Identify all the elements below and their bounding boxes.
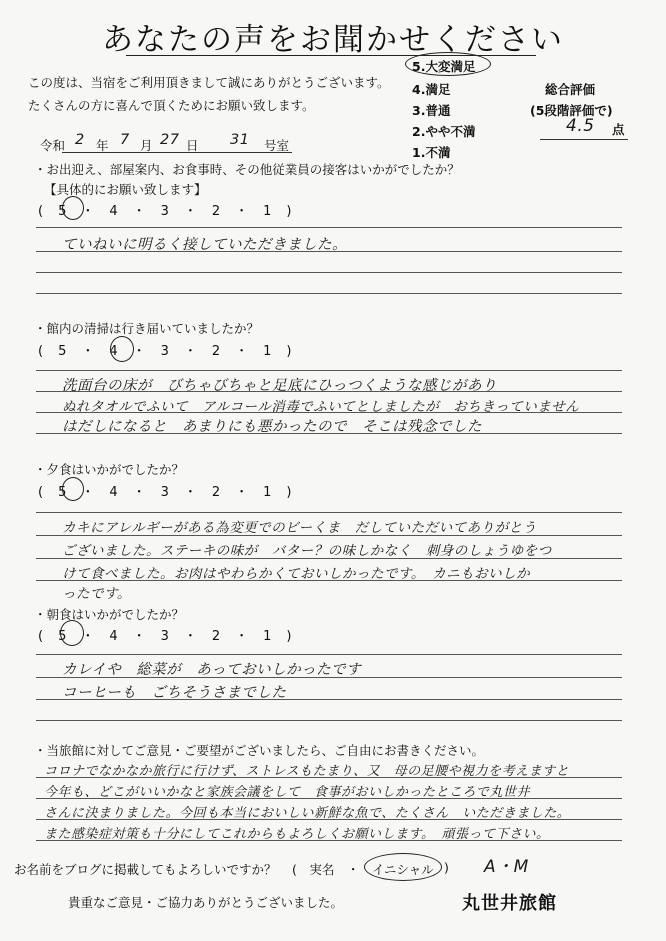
q2-rating-circle xyxy=(110,336,134,362)
overall-unit: 点 xyxy=(612,122,625,137)
q3-rule-3 xyxy=(36,558,622,559)
q1-rule-3 xyxy=(36,272,622,273)
q1-rule-4 xyxy=(36,293,622,294)
room-unit: 号室 xyxy=(264,138,290,153)
legend-item-1: 1.不満 xyxy=(412,145,451,160)
q3-answer-line-1: カキにアレルギーがある為変更でのビーくま だしていただいてありがとう xyxy=(62,520,537,536)
q1-detail-label: 【具体的にお願い致します】 xyxy=(44,182,207,197)
ryokan-name: 丸世井旅館 xyxy=(462,893,557,914)
q4-rating-circle xyxy=(60,620,84,646)
legend-item-3: 3.普通 xyxy=(412,103,451,118)
q3-rating-scale: ( 5 ・ 4 ・ 3 ・ 2 ・ 1 ) xyxy=(38,485,293,500)
q1-rule-2 xyxy=(36,251,622,252)
blog-options: ( 実名 ・ xyxy=(292,862,360,877)
q5-answer-line-4: また感染症対策も十分にしてこれからもよろしくお願いします。 頑張って下さい。 xyxy=(44,827,550,842)
date-day-unit: 日 xyxy=(186,138,199,153)
intro-line-2: たくさんの方に喜んで頂くためにお願い致します。 xyxy=(28,98,315,113)
q4-rule-1 xyxy=(36,654,622,655)
q2-rule-2 xyxy=(36,391,622,392)
overall-score: 4.5 xyxy=(566,116,595,136)
blog-selected-circle xyxy=(364,853,442,881)
q5-rule-1 xyxy=(36,777,622,778)
q1-question: ・お出迎え、部屋案内、お食事時、その他従業員の接客はいかがでしたか？ xyxy=(34,162,460,177)
q4-answer-line-2: コーヒーも ごちそうさまでした xyxy=(62,685,287,701)
q1-rule-1 xyxy=(36,227,622,228)
date-year: 2 xyxy=(75,132,85,148)
legend-item-5: 5.大変満足 xyxy=(412,59,476,74)
q3-rule-1 xyxy=(36,512,622,513)
q5-rule-2 xyxy=(36,798,622,799)
q4-rule-3 xyxy=(36,699,622,700)
legend-circle xyxy=(405,52,491,76)
q2-rating-scale: ( 5 ・ 4 ・ 3 ・ 2 ・ 1 ) xyxy=(38,344,293,359)
q2-answer-line-3: はだしになると あまりにも悪かったので そこは残念でした xyxy=(62,419,482,435)
date-month: 7 xyxy=(120,132,130,148)
q4-question: ・朝食はいかがでしたか？ xyxy=(34,607,185,622)
overall-label: 総合評価 xyxy=(545,82,596,97)
q3-rule-4 xyxy=(36,580,622,581)
q5-answer-line-2: 今年も、どこがいいかなと家族会議をして 食事がおいしかったところで丸世井 xyxy=(44,785,530,800)
q5-rule-3 xyxy=(36,819,622,820)
date-month-unit: 月 xyxy=(140,138,153,153)
date-year-unit: 年 xyxy=(96,138,109,153)
date-underline xyxy=(62,152,292,153)
q4-rating-scale: ( 5 ・ 4 ・ 3 ・ 2 ・ 1 ) xyxy=(38,629,293,644)
q2-rule-1 xyxy=(36,370,622,371)
q2-answer-line-2: ぬれタオルでふいて アルコール消毒でふいてとしましたが おちきっていません xyxy=(62,399,580,415)
q4-rule-4 xyxy=(36,720,622,721)
room-number: 31 xyxy=(230,132,250,148)
legend-item-4: 4.満足 xyxy=(412,82,451,97)
blog-question: お名前をブログに掲載してもよろしいですか？ xyxy=(14,862,277,877)
q4-rule-2 xyxy=(36,677,622,678)
overall-score-line xyxy=(540,139,628,140)
q3-rating-circle xyxy=(62,477,84,501)
q1-rating-scale: ( 5 ・ 4 ・ 3 ・ 2 ・ 1 ) xyxy=(38,204,293,219)
page-title: あなたの声をお聞かせください xyxy=(102,22,564,58)
q2-rule-4 xyxy=(36,433,622,434)
q2-question: ・館内の清掃は行き届いていましたか？ xyxy=(34,321,260,336)
thanks-text: 貴重なご意見・ご協力ありがとうございました。 xyxy=(68,895,344,910)
q4-answer-line-1: カレイや 総菜が あっておいしかったです xyxy=(62,662,362,678)
blog-initials: A・M xyxy=(484,857,529,877)
q5-answer-line-1: コロナでなかなか旅行に行けず、ストレスもたまり、又 母の足腰や視力を考えますと xyxy=(44,764,570,779)
q3-answer-line-2: ございました。ステーキの味が バター？の味しかなく 刺身のしょうゆをつ xyxy=(62,543,552,559)
date-era: 令和 xyxy=(40,138,66,153)
blog-close: ) xyxy=(444,860,449,875)
q1-answer-line-1: ていねいに明るく接していただきました。 xyxy=(62,237,347,253)
q1-rating-circle xyxy=(62,196,84,220)
q5-answer-line-3: さんに決まりました。今回も本当においしい新鮮な魚で、たくさん いただきました。 xyxy=(44,806,571,821)
date-day: 27 xyxy=(160,132,180,148)
q2-answer-line-1: 洗面台の床が びちゃびちゃと足底にひっつくような感じがあり xyxy=(62,378,497,394)
q3-rule-2 xyxy=(36,535,622,536)
q3-question: ・夕食はいかがでしたか？ xyxy=(34,462,185,477)
q5-rule-4 xyxy=(36,840,622,841)
q2-rule-3 xyxy=(36,412,622,413)
q3-answer-line-4: ったです。 xyxy=(62,586,131,602)
intro-line-1: この度は、当宿をご利用頂きまして誠にありがとうございます。 xyxy=(28,75,390,90)
q3-answer-line-3: けて食べました。お肉はやわらかくておいしかったです。 カニもおいしか xyxy=(62,566,531,582)
overall-sublabel: (5段階評価で) xyxy=(530,103,613,118)
q5-question: ・当旅館に対してご意見・ご要望がございましたら、ご自由にお書きください。 xyxy=(34,743,485,758)
legend-item-2: 2.やや不満 xyxy=(412,124,476,139)
blog-selected-option: イニシャル xyxy=(372,862,434,877)
